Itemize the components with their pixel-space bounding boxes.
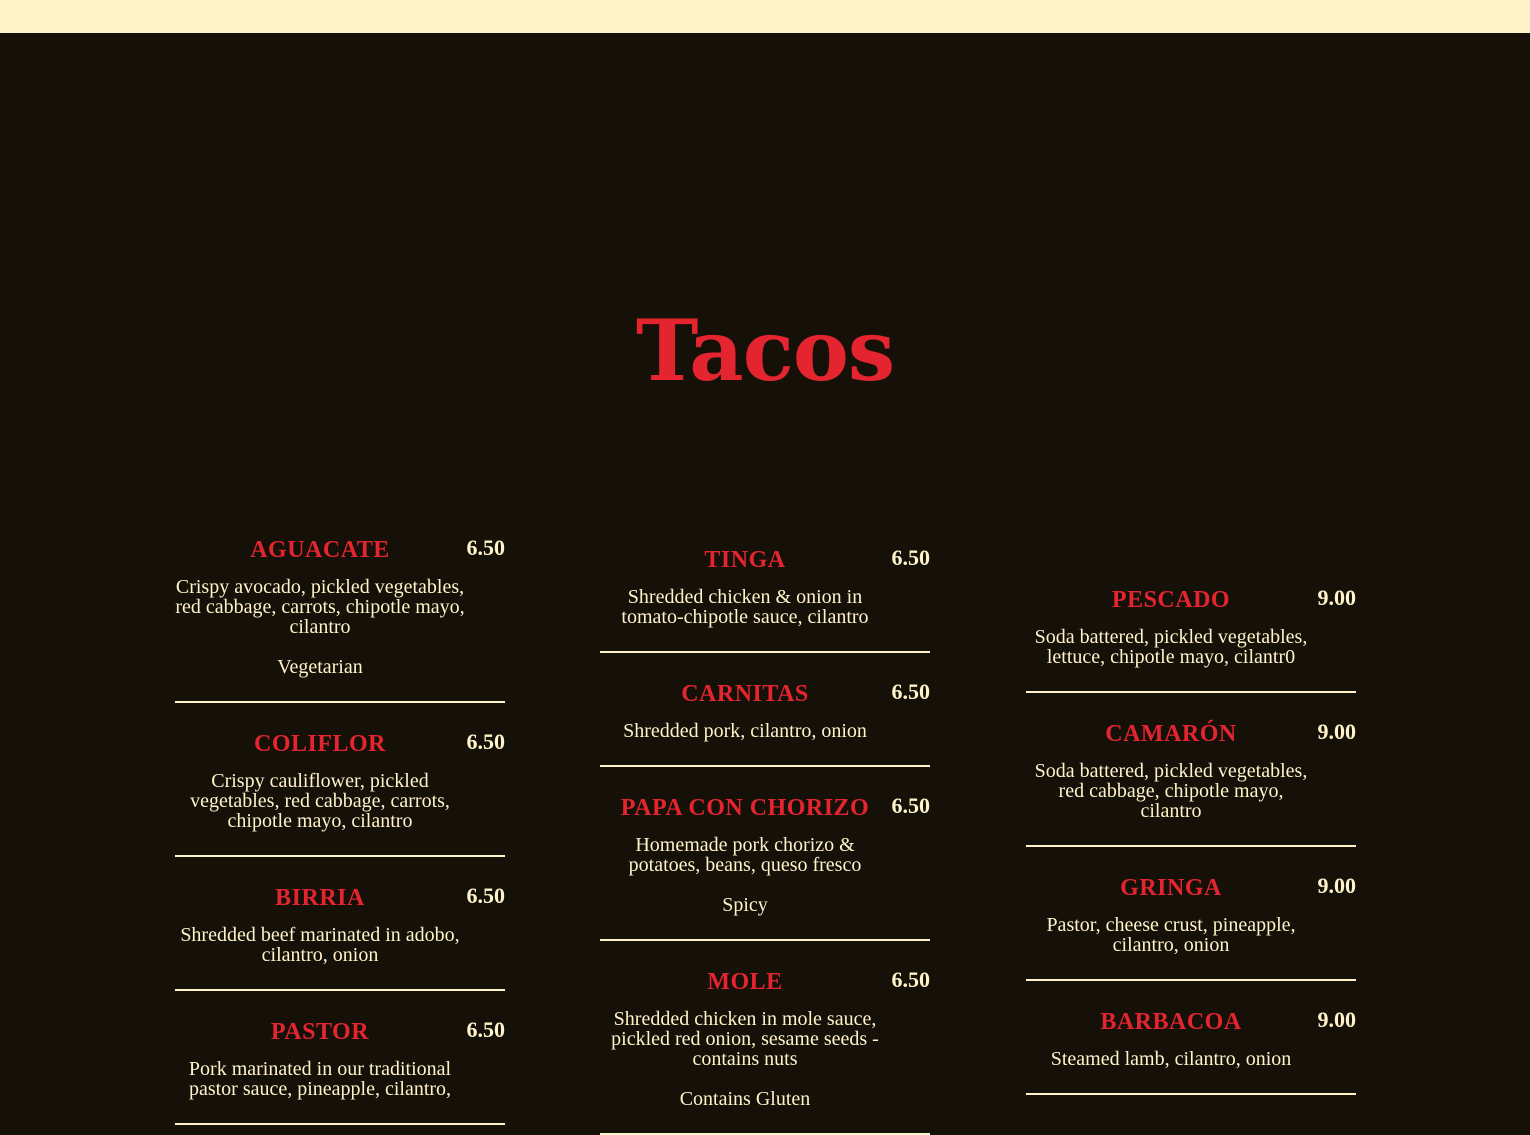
item-description: Soda battered, pickled vegetables, lettuce, chipotle mayo, cilantr0 xyxy=(1034,626,1308,668)
menu-item xyxy=(600,941,930,1135)
section-title: Tacos xyxy=(635,301,895,400)
item-description: Shredded pork, cilantro, onion xyxy=(623,720,867,742)
item-name: BIRRIA xyxy=(275,885,365,911)
item-name: COLIFLOR xyxy=(253,731,386,757)
item-price: 6.50 xyxy=(466,883,505,908)
item-name: PESCADO xyxy=(1111,587,1231,613)
item-name: PAPA CON CHORIZO xyxy=(620,795,870,821)
item-name: BARBACOA xyxy=(1100,1009,1242,1035)
menu-column-3 xyxy=(1026,583,1356,1095)
item-description: Soda battered, pickled vegetables, red cabbage, chipotle mayo, cilantro xyxy=(1034,760,1308,822)
item-name: MOLE xyxy=(707,969,783,995)
menu-column-2 xyxy=(600,543,930,1135)
item-description: Pastor, cheese crust, pineapple, cilantro, onion xyxy=(1046,914,1296,956)
item-name: AGUACATE xyxy=(250,537,390,563)
item-description: Pork marinated in our traditional pastor sauce, pineapple, cilantro, xyxy=(188,1058,452,1100)
item-description: Crispy avocado, pickled vegetables, red cabbage, carrots, chipotle mayo, cilantro xyxy=(175,576,465,638)
item-price: 6.50 xyxy=(891,545,930,570)
item-description: Shredded chicken & onion in tomato-chipotle sauce, cilantro xyxy=(621,586,869,628)
item-price: 9.00 xyxy=(1317,719,1356,744)
item-description: Homemade pork chorizo & potatoes, beans, queso fresco xyxy=(628,834,862,876)
item-name: TINGA xyxy=(704,547,786,573)
item-description: Shredded chicken in mole sauce, pickled red onion, sesame seeds - contains nuts xyxy=(611,1008,879,1070)
menu-item xyxy=(1026,847,1356,981)
item-price: 9.00 xyxy=(1317,873,1356,898)
item-price: 6.50 xyxy=(891,679,930,704)
item-price: 6.50 xyxy=(466,535,505,560)
item-name: PASTOR xyxy=(270,1019,370,1045)
item-price: 6.50 xyxy=(891,967,930,992)
menu-item xyxy=(600,653,930,767)
item-description: Shredded beef marinated in adobo, cilantro, onion xyxy=(180,924,460,966)
item-price: 6.50 xyxy=(466,729,505,754)
item-description: Steamed lamb, cilantro, onion xyxy=(1050,1048,1292,1070)
menu-item xyxy=(600,543,930,653)
item-price: 9.00 xyxy=(1317,585,1356,610)
item-tag: Vegetarian xyxy=(277,656,363,678)
item-price: 6.50 xyxy=(466,1017,505,1042)
item-tag: Contains Gluten xyxy=(679,1088,811,1110)
item-price: 6.50 xyxy=(891,793,930,818)
item-price: 9.00 xyxy=(1317,1007,1356,1032)
menu-item xyxy=(1026,693,1356,847)
menu-item xyxy=(1026,981,1356,1095)
menu-item xyxy=(175,533,505,703)
menu-column-1 xyxy=(175,533,505,1125)
item-description: Crispy cauliflower, pickled vegetables, red cabbage, carrots, chipotle mayo, cilantro xyxy=(190,770,450,832)
item-name: CAMARÓN xyxy=(1105,721,1237,747)
menu-item xyxy=(600,767,930,941)
item-tag: Spicy xyxy=(722,894,768,916)
item-name: GRINGA xyxy=(1120,875,1222,901)
menu-item xyxy=(175,991,505,1125)
item-name: CARNITAS xyxy=(681,681,809,707)
top-bar xyxy=(0,0,1530,33)
menu-section xyxy=(0,33,1530,1110)
menu-item xyxy=(1026,583,1356,693)
menu-item xyxy=(175,857,505,991)
menu-item xyxy=(175,703,505,857)
